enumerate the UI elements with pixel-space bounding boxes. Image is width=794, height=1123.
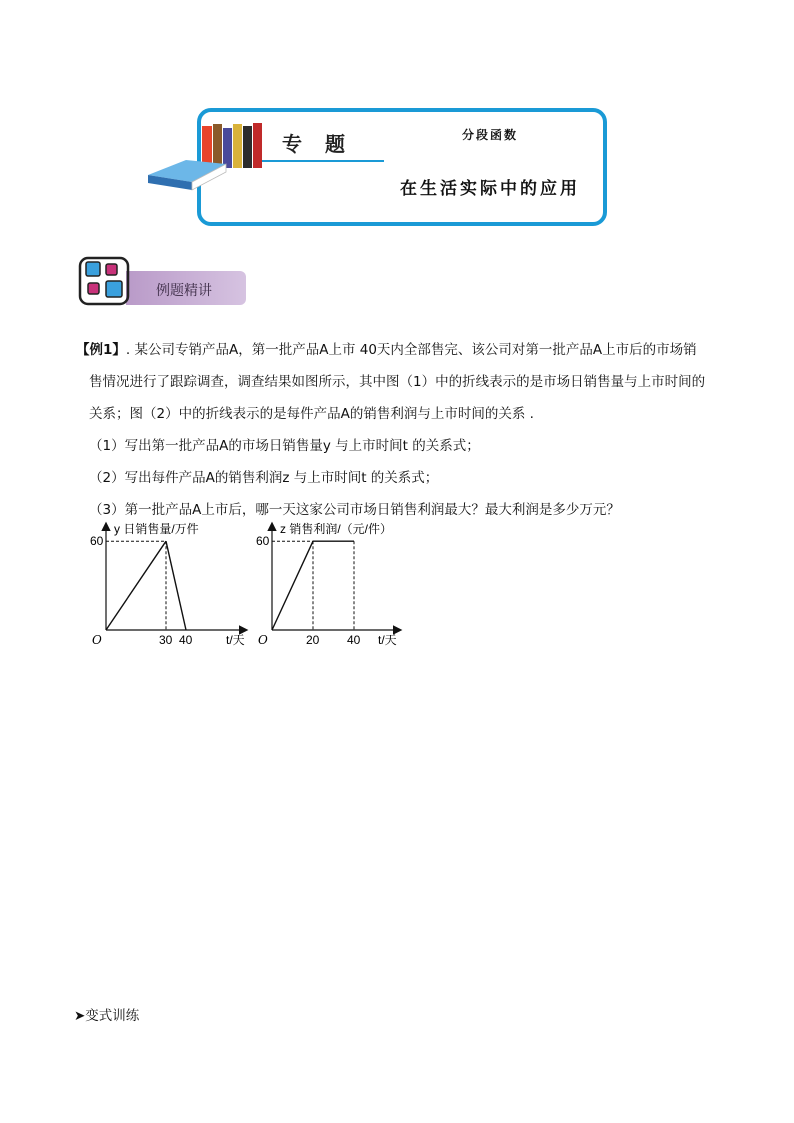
variant-training-heading: ➤变式训练 — [74, 1008, 140, 1024]
banner-subtitle-bottom: 在生活实际中的应用 — [400, 179, 580, 199]
question-1: （1）写出第一批产品A的市场日销售量y 与上市时间t 的关系式； — [89, 438, 480, 454]
problem-text-1: . 某公司专销产品A，第一批产品A上市 40天内全部售完、该公司对第一批产品A上市后的市场销 — [125, 342, 697, 358]
y-tick-label: 60 — [90, 534, 104, 549]
x-tick-label: 40 — [347, 633, 361, 647]
series-segment — [272, 541, 313, 630]
x-tick-label: 30 — [159, 633, 173, 647]
chart-unit-profit — [242, 520, 412, 650]
banner-divider — [262, 160, 384, 162]
x-axis-label: t/天 — [378, 633, 397, 647]
problem-line-3: 关系；图（2）中的折线表示的是每件产品A的销售利润与上市时间的关系 . — [89, 406, 534, 422]
question-3: （3）第一批产品A上市后，哪一天这家公司市场日销售利润最大？最大利润是多少万元？ — [89, 502, 620, 518]
chart-sales-volume — [88, 520, 258, 650]
section-label: 例题精讲 — [156, 283, 212, 299]
origin-label: O — [258, 633, 268, 647]
x-axis-label: t/天 — [226, 633, 245, 647]
question-2: （2）写出每件产品A的销售利润z 与上市时间t 的关系式； — [89, 470, 439, 486]
problem-tag: 【例1】 — [76, 342, 126, 358]
books-icon — [146, 120, 266, 200]
y-axis-label: y 日销售量/万件 — [114, 522, 199, 536]
series-segment — [166, 541, 186, 630]
banner-subtitle-top: 分段函数 — [462, 128, 519, 142]
x-tick-label: 20 — [306, 633, 320, 647]
squares-logo-icon — [78, 256, 134, 308]
origin-label: O — [92, 633, 102, 647]
y-axis-label: z 销售利润/（元/件） — [280, 522, 393, 536]
banner-title: 专 题 — [282, 132, 353, 156]
problem-line-2: 售情况进行了跟踪调查，调查结果如图所示，其中图（1）中的折线表示的是市场日销售量与上市时间的 — [89, 374, 706, 390]
y-tick-label: 60 — [256, 534, 270, 549]
problem-line-1 — [76, 334, 726, 366]
problem-block — [76, 334, 726, 526]
series-segment — [106, 541, 166, 630]
x-tick-label: 40 — [179, 633, 193, 647]
